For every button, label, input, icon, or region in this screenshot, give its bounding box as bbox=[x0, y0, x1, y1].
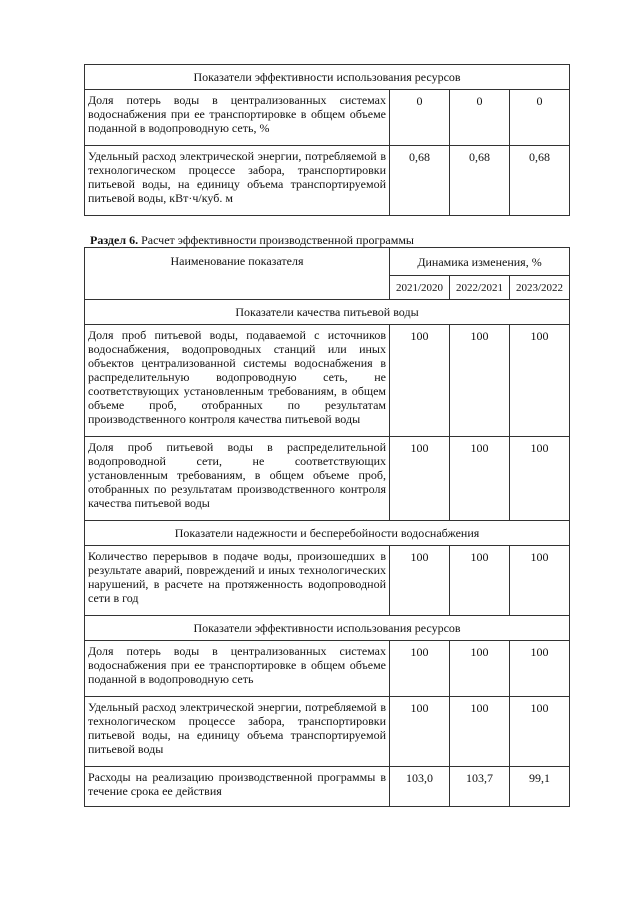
row-value: 100 bbox=[450, 546, 510, 616]
year-header: 2022/2021 bbox=[450, 276, 510, 300]
row-label: Доля потерь воды в централизованных системах водоснабжения при ее транспортировке в общем объеме поданной в водопроводную сеть, % bbox=[85, 90, 390, 146]
row-value: 0 bbox=[510, 90, 570, 146]
row-value: 0,68 bbox=[390, 146, 450, 216]
row-value: 100 bbox=[510, 546, 570, 616]
section-header: Показатели эффективности использования ресурсов bbox=[85, 65, 570, 90]
group-header: Показатели надежности и бесперебойности водоснабжения bbox=[85, 521, 570, 546]
section-number: Раздел 6. bbox=[90, 233, 139, 247]
row-value: 100 bbox=[510, 641, 570, 697]
row-value: 100 bbox=[390, 546, 450, 616]
column-header-name: Наименование показателя bbox=[85, 248, 390, 300]
resource-efficiency-table bbox=[84, 64, 570, 216]
row-value: 100 bbox=[390, 437, 450, 521]
row-label: Удельный расход электрической энергии, потребляемой в технологическом процессе забора, транспортировки питьевой воды, на единицу объема транспортируемой питьевой воды, кВт·ч/куб. м bbox=[85, 146, 390, 216]
group-header: Показатели качества питьевой воды bbox=[85, 300, 570, 325]
program-efficiency-table bbox=[84, 247, 570, 807]
row-value: 100 bbox=[390, 697, 450, 767]
row-label: Количество перерывов в подаче воды, произошедших в результате аварий, повреждений и иных технологических нарушений, в расчете на протяженность водопроводной сети в год bbox=[85, 546, 390, 616]
row-value: 0,68 bbox=[510, 146, 570, 216]
row-value: 0,68 bbox=[450, 146, 510, 216]
row-label: Доля потерь воды в централизованных системах водоснабжения при ее транспортировке в общем объеме поданной в водопроводную сеть bbox=[85, 641, 390, 697]
row-value: 99,1 bbox=[510, 767, 570, 807]
column-header-dynamics: Динамика изменения, % bbox=[390, 248, 570, 276]
group-header: Показатели эффективности использования ресурсов bbox=[85, 616, 570, 641]
section-title: Расчет эффективности производственной программы bbox=[141, 233, 414, 247]
row-value: 103,0 bbox=[390, 767, 450, 807]
row-value: 100 bbox=[450, 325, 510, 437]
row-label: Доля проб питьевой воды, подаваемой с источников водоснабжения, водопроводных станций или иных объектов централизованной системы водоснабжения в распределительную водопроводную сеть, не соответствующих установленным требованиям, в общем объеме проб, отобранных по результатам производственного контроля качества питьевой воды bbox=[85, 325, 390, 437]
row-value: 100 bbox=[450, 697, 510, 767]
row-value: 100 bbox=[390, 325, 450, 437]
row-value: 0 bbox=[450, 90, 510, 146]
row-value: 0 bbox=[390, 90, 450, 146]
row-value: 100 bbox=[510, 325, 570, 437]
row-value: 100 bbox=[390, 641, 450, 697]
row-label: Удельный расход электрической энергии, потребляемой в технологическом процессе забора, транспортировки питьевой воды, на единицу объема транспортируемой питьевой воды bbox=[85, 697, 390, 767]
row-value: 100 bbox=[510, 697, 570, 767]
section-caption bbox=[90, 233, 414, 247]
row-label: Доля проб питьевой воды в распределительной водопроводной сети, не соответствующих установленным требованиям, в общем объеме проб, отобранных по результатам производственного контроля качества питьевой воды bbox=[85, 437, 390, 521]
row-value: 103,7 bbox=[450, 767, 510, 807]
year-header: 2021/2020 bbox=[390, 276, 450, 300]
year-header: 2023/2022 bbox=[510, 276, 570, 300]
row-value: 100 bbox=[450, 641, 510, 697]
row-value: 100 bbox=[510, 437, 570, 521]
row-label: Расходы на реализацию производственной программы в течение срока ее действия bbox=[85, 767, 390, 807]
row-value: 100 bbox=[450, 437, 510, 521]
